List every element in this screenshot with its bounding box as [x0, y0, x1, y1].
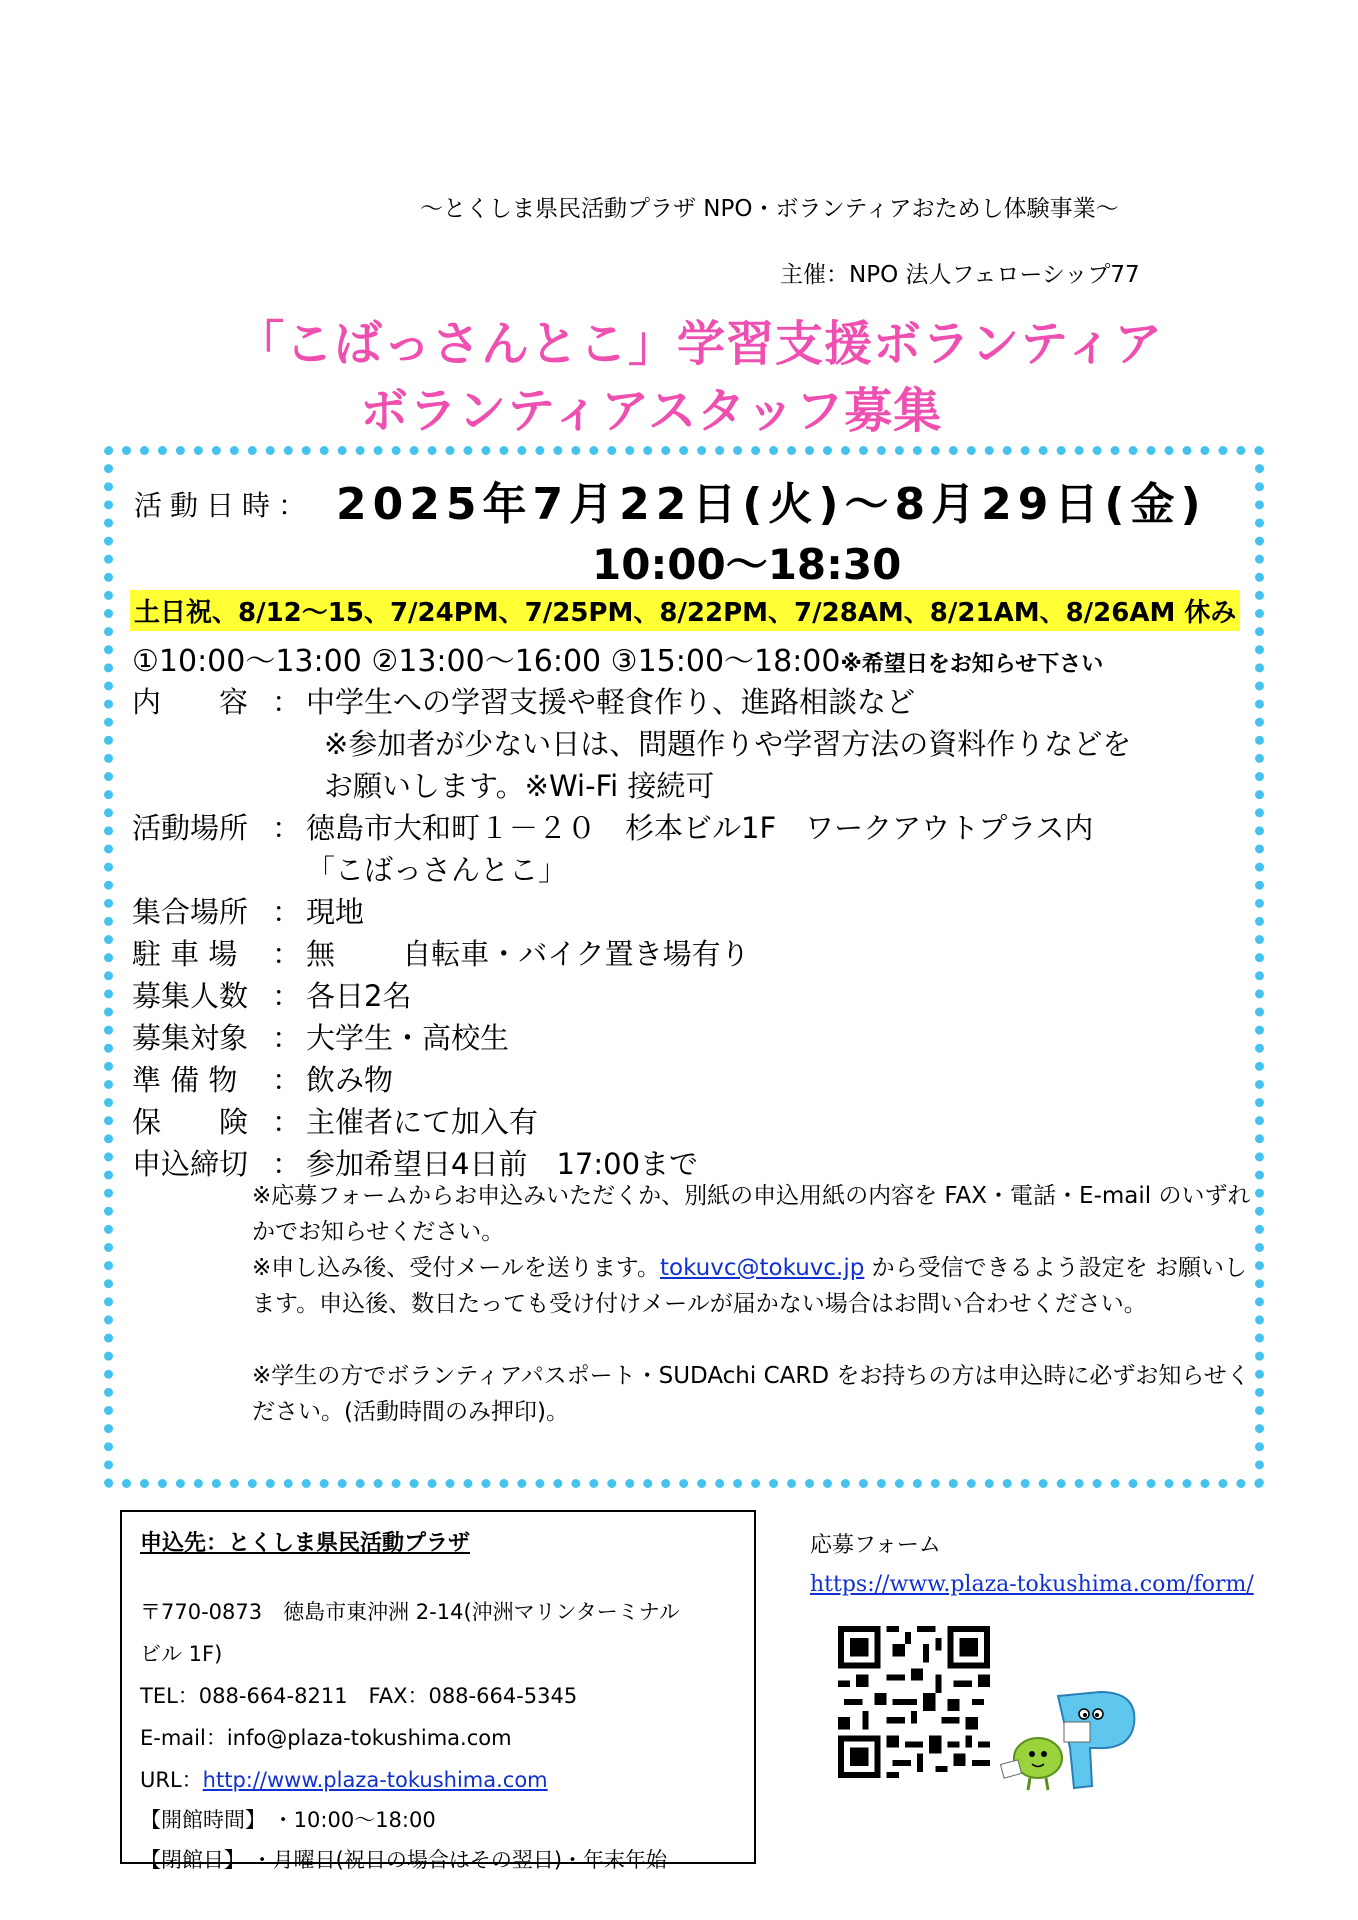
separator: ：: [272, 811, 302, 845]
date-range: 2025年7月22日(火)～8月29日(金): [336, 479, 1207, 530]
apply-title-text: 申込先：とくしま県民活動プラザ: [140, 1531, 471, 1556]
note-application-method: ※応募フォームからお申込みいただくか、別紙の申込用紙の内容を FAX・電話・E-mail のいずれかでお知らせください。: [252, 1183, 1251, 1245]
qr-code-icon[interactable]: [838, 1626, 990, 1778]
note-confirmation-mail: [252, 1250, 1252, 1322]
apply-title: [140, 1526, 470, 1557]
apply-hours: 【開館時間】 ・10:00～18:00: [140, 1808, 436, 1832]
apply-url-label: URL：: [140, 1768, 203, 1792]
separator: ：: [272, 937, 302, 971]
target-value: 大学生・高校生: [306, 1021, 510, 1055]
time-slots: [132, 636, 1103, 680]
apply-email: E-mail：info@plaza-tokushima.com: [140, 1726, 512, 1750]
parking-label: 駐 車 場: [132, 937, 238, 971]
meeting-value: 現地: [306, 895, 365, 929]
deadline-label: 申込締切: [132, 1147, 249, 1181]
application-form-link[interactable]: https://www.plaza-tokushima.com/form/: [810, 1572, 1254, 1597]
mascot-illustration-icon: [1000, 1684, 1150, 1794]
number-label: 募集人数: [132, 979, 249, 1013]
items-value: 飲み物: [306, 1063, 394, 1097]
application-form-label: 応募フォーム: [810, 1533, 941, 1558]
date-label: 活動日時：: [134, 489, 315, 522]
row-insurance: [132, 1100, 538, 1141]
separator: ：: [272, 895, 302, 929]
plaza-website-link[interactable]: http://www.plaza-tokushima.com: [202, 1768, 548, 1792]
separator: ：: [272, 1063, 302, 1097]
event-series-subtitle: ～とくしま県民活動プラザ NPO・ボランティアおためし体験事業～: [420, 196, 1119, 222]
separator: ：: [272, 1147, 302, 1181]
time-range: 10:00～18:30: [592, 540, 902, 589]
apply-address-line2: ビル 1F): [140, 1642, 223, 1666]
row-items: [132, 1058, 393, 1099]
items-label: 準 備 物: [132, 1063, 238, 1097]
place-value-line2: 「こばっさんとこ」: [306, 853, 568, 887]
row-number: [132, 974, 411, 1015]
closed-days-highlight: 土日祝、8/12～15、7/24PM、7/25PM、8/22PM、7/28AM、8/21AM、8/26AM 休み: [130, 590, 1240, 631]
page-title-line2: ボランティアスタッフ募集: [360, 383, 943, 439]
insurance-label: 保 険: [132, 1105, 249, 1139]
time-slots-note: ※希望日をお知らせ下さい: [840, 652, 1104, 677]
place-value: 徳島市大和町１－２０ 杉本ビル1F ワークアウトプラス内: [306, 811, 1094, 845]
row-content: [132, 680, 915, 721]
content-note-line2: お願いします。※Wi-Fi 接続可: [324, 769, 715, 803]
row-meeting: [132, 890, 364, 931]
note-mail-text-b: から受信できるよう設定を お願いします。申込後、数日たっても受け付けメールが届かない場合はお問い合わせください。: [252, 1255, 1247, 1317]
target-label: 募集対象: [132, 1021, 249, 1055]
note-mail-text-a: ※申し込み後、受付メールを送ります。: [252, 1255, 660, 1281]
separator: ：: [272, 1021, 302, 1055]
separator: ：: [272, 685, 302, 719]
meeting-label: 集合場所: [132, 895, 249, 929]
apply-tel-fax: TEL：088-664-8211 FAX：088-664-5345: [140, 1684, 578, 1708]
number-value: 各日2名: [306, 979, 412, 1013]
page-title-line1: 「こばっさんとこ」学習支援ボランティア: [236, 316, 1164, 372]
separator: ：: [272, 979, 302, 1013]
row-deadline: [132, 1142, 698, 1183]
insurance-value: 主催者にて加入有: [306, 1105, 539, 1139]
deadline-value: 参加希望日4日前 17:00まで: [306, 1147, 699, 1181]
organizer-label: 主催：NPO 法人フェローシップ77: [780, 262, 1140, 288]
separator: ：: [272, 1105, 302, 1139]
time-slots-text: ①10:00～13:00 ②13:00～16:00 ③15:00～18:00: [132, 644, 841, 679]
apply-address-line1: 〒770-0873 徳島市東沖洲 2-14(沖洲マリンターミナル: [140, 1600, 680, 1624]
apply-url-row: [140, 1764, 548, 1794]
row-place: [132, 806, 1093, 847]
content-value: 中学生への学習支援や軽食作り、進路相談など: [306, 685, 916, 719]
content-label: 内 容: [132, 685, 249, 719]
row-target: [132, 1016, 509, 1057]
place-label: 活動場所: [132, 811, 249, 845]
parking-value: 無 自転車・バイク置き場有り: [306, 937, 750, 971]
row-parking: [132, 932, 750, 973]
note-student-passport: ※学生の方でボランティアパスポート・SUDAchi CARD をお持ちの方は申込時に必ずお知らせください。(活動時間のみ押印)。: [252, 1363, 1250, 1425]
content-note-line1: ※参加者が少ない日は、問題作りや学習方法の資料作りなどを: [324, 727, 1132, 761]
contact-email-link[interactable]: tokuvc@tokuvc.jp: [659, 1255, 865, 1281]
apply-closed-days: 【閉館日】 ・月曜日(祝日の場合はその翌日)・年末年始: [140, 1848, 668, 1872]
